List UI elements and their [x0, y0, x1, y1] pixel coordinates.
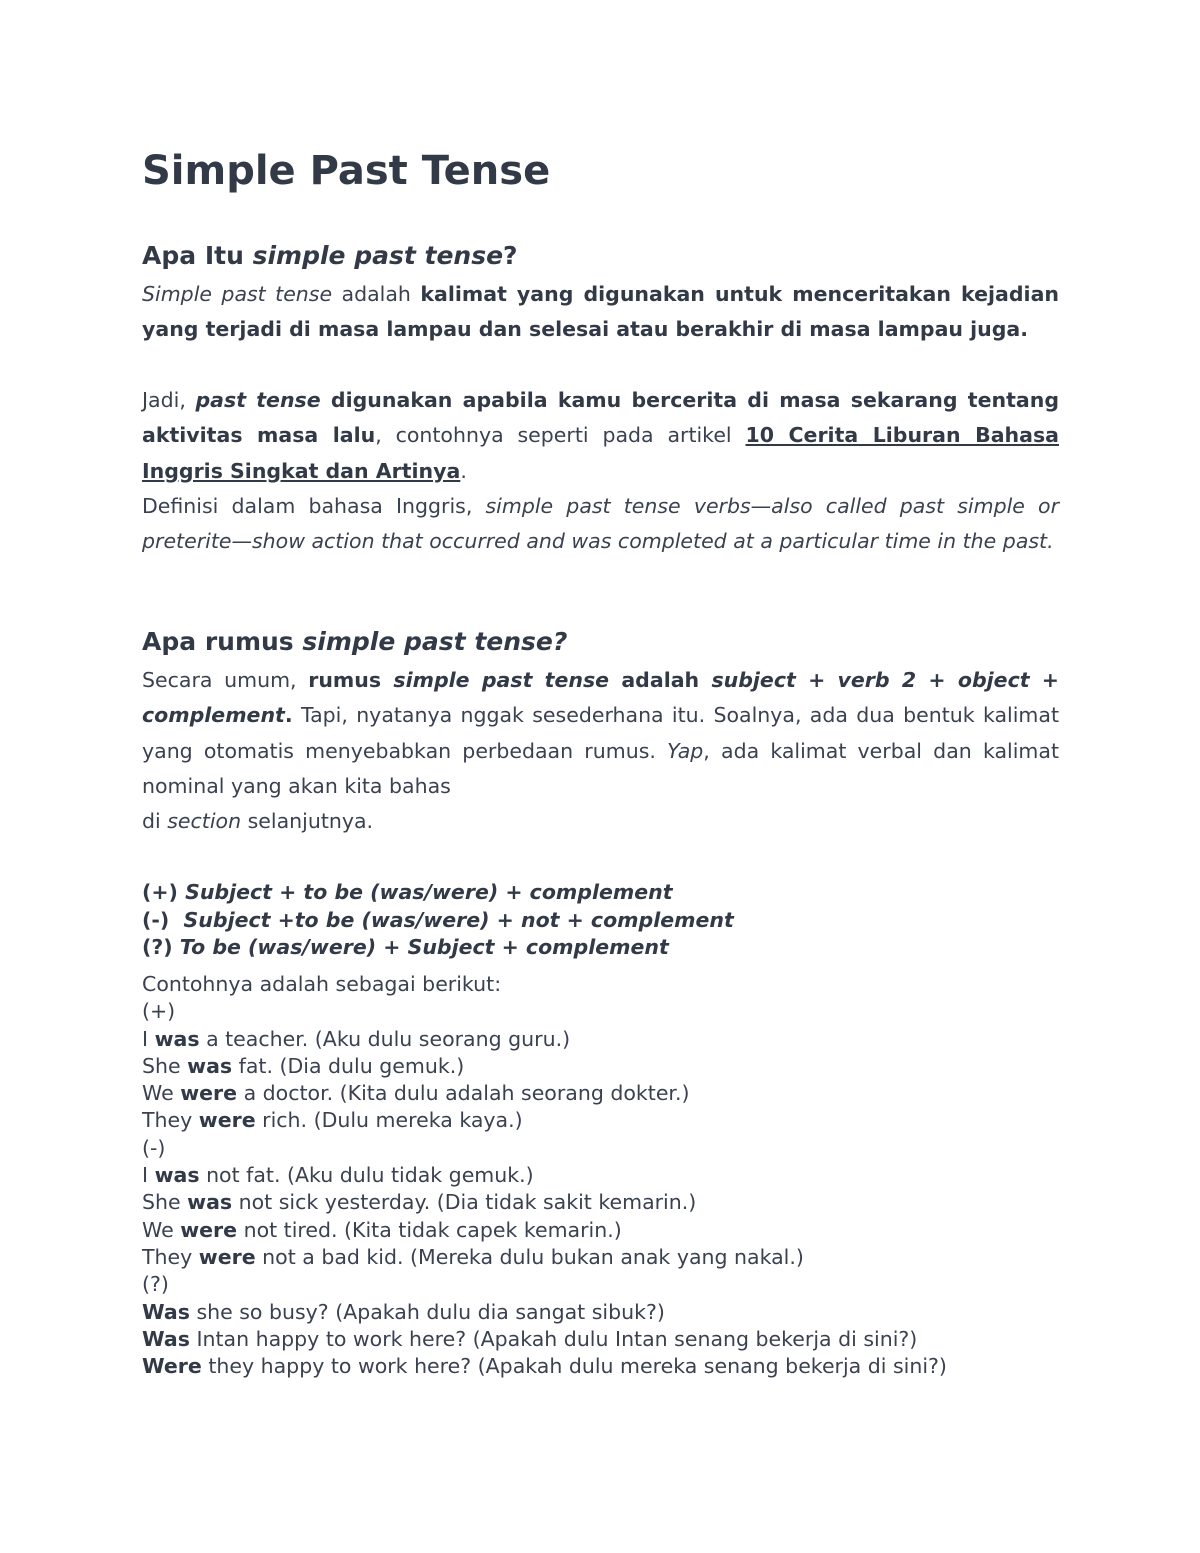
positive-mark: (+): [142, 999, 176, 1024]
term-bold-italic: past tense: [195, 388, 321, 412]
example-verb: was: [154, 1026, 200, 1051]
example-line: [142, 1162, 1059, 1189]
example-post: she so busy? (Apakah dulu dia sangat sibuk?): [189, 1299, 665, 1324]
examples-intro: Contohnya adalah sebagai berikut:: [142, 972, 502, 996]
definition-bold: kalimat yang digunakan untuk menceritakan kejadian yang terjadi di masa lampau dan selesai atau berakhir di masa lampau juga.: [142, 282, 1060, 342]
example-line: [142, 1326, 1059, 1353]
bold-text: adalah: [609, 668, 712, 692]
example-line: [142, 1217, 1059, 1244]
heading-italic-text: simple past tense: [252, 241, 504, 270]
example-verb: were: [198, 1244, 256, 1269]
english-definition-italic: simple past tense verbs—also called past simple or preterite—show action that occurred and was completed at a particular time in the past.: [142, 494, 1059, 554]
example-post: a teacher. (Aku dulu seorang guru.): [199, 1026, 571, 1051]
examples-list: [142, 971, 1059, 1380]
formula-mark: (?): [142, 935, 180, 959]
example-line: [142, 1244, 1059, 1271]
plain-text: selanjutnya.: [241, 809, 374, 834]
formula-paragraph: [142, 663, 1059, 839]
plain-text: Tapi, nyatanya nggak sesederhana itu. Soalnya, ada dua bentuk kalimat yang otomatis menyebabkan perbedaan rumus.: [142, 703, 1059, 763]
bold-text: rumus: [308, 668, 394, 692]
example-pre: I: [142, 1163, 155, 1188]
plain-text: adalah: [332, 282, 421, 306]
example-verb: Was: [142, 1326, 190, 1351]
plain-text: Definisi dalam bahasa Inggris,: [142, 494, 486, 518]
example-post: not sick yesterday. (Dia tidak sakit kemarin.): [232, 1190, 697, 1215]
example-pre: She: [142, 1053, 188, 1078]
example-pre: They: [142, 1108, 199, 1133]
section-heading-formula: [142, 624, 567, 660]
usage-paragraph: [142, 383, 1059, 489]
example-post: not a bad kid. (Mereka dulu bukan anak yang nakal.): [255, 1244, 804, 1269]
formula-text: Subject +to be (was/were) + not + complement: [183, 907, 734, 932]
formula-text: Subject + to be (was/were) + complement: [185, 880, 673, 904]
formula-mark: (+): [142, 880, 186, 904]
example-verb: Were: [142, 1354, 202, 1379]
heading-text: Apa Itu: [142, 241, 253, 270]
formula-bold-italic: subject + verb 2 + object + complement: [142, 668, 1059, 728]
example-verb: were: [198, 1108, 256, 1133]
example-post: rich. (Dulu mereka kaya.): [255, 1108, 523, 1133]
italic-text: Yap: [667, 738, 704, 763]
plain-text: Jadi,: [142, 388, 196, 412]
example-pre: They: [142, 1244, 199, 1269]
example-pre: We: [142, 1217, 181, 1242]
formula-negative: [142, 907, 1059, 935]
example-line: [142, 1299, 1059, 1326]
plain-text: , contohnya seperti pada artikel: [375, 423, 746, 448]
example-line: [142, 1189, 1059, 1216]
heading-text: Apa rumus: [142, 627, 303, 656]
example-line: [142, 1080, 1059, 1107]
plain-text: , ada kalimat verbal dan kalimat nominal yang akan kita bahas: [142, 738, 1059, 798]
formula-text: To be (was/were) + Subject + complement: [179, 935, 669, 959]
question-mark: (?): [142, 1272, 169, 1297]
section-heading-what-is: [142, 238, 518, 274]
example-verb: were: [180, 1081, 238, 1106]
example-post: not tired. (Kita tidak capek kemarin.): [237, 1217, 622, 1242]
formula-list: [142, 879, 1059, 962]
negative-mark: (-): [142, 1135, 166, 1160]
example-post: a doctor. (Kita dulu adalah seorang dokter.): [237, 1081, 690, 1106]
example-verb: was: [154, 1163, 200, 1188]
example-post: fat. (Dia dulu gemuk.): [232, 1053, 465, 1078]
page-title: Simple Past Tense: [142, 148, 551, 194]
definition-paragraph: [142, 277, 1059, 348]
example-pre: I: [142, 1026, 155, 1051]
example-verb: was: [187, 1190, 233, 1215]
example-post: not fat. (Aku dulu tidak gemuk.): [199, 1163, 534, 1188]
formula-positive: [142, 879, 1059, 907]
example-verb: Was: [142, 1299, 190, 1324]
example-verb: was: [187, 1053, 233, 1078]
usage-bold: digunakan apabila kamu bercerita di masa sekarang tentang aktivitas masa lalu: [142, 388, 1059, 448]
plain-text: Secara umum,: [142, 668, 309, 692]
english-definition-paragraph: [142, 489, 1059, 560]
example-post: they happy to work here? (Apakah dulu mereka senang bekerja di sini?): [201, 1354, 947, 1379]
example-line: [142, 1107, 1059, 1134]
example-pre: We: [142, 1081, 181, 1106]
formula-mark: (-): [142, 907, 184, 932]
example-line: [142, 1053, 1059, 1080]
example-pre: She: [142, 1190, 188, 1215]
example-line: [142, 1353, 1059, 1380]
formula-question: [142, 934, 1059, 962]
article-link[interactable]: 10 Cerita Liburan Bahasa Inggris Singkat dan Artinya: [142, 423, 1059, 483]
heading-italic-text: simple past tense?: [302, 627, 568, 656]
example-verb: were: [180, 1217, 238, 1242]
term-italic: Simple past tense: [142, 282, 333, 306]
bold-italic-text: simple past tense: [393, 668, 610, 692]
plain-text: di: [142, 809, 168, 834]
plain-text: .: [460, 458, 467, 483]
example-post: Intan happy to work here? (Apakah dulu Intan senang bekerja di sini?): [189, 1326, 918, 1351]
example-line: [142, 1026, 1059, 1053]
heading-text-end: ?: [503, 241, 518, 270]
italic-text: section: [167, 809, 242, 834]
bold-text: .: [284, 703, 293, 728]
